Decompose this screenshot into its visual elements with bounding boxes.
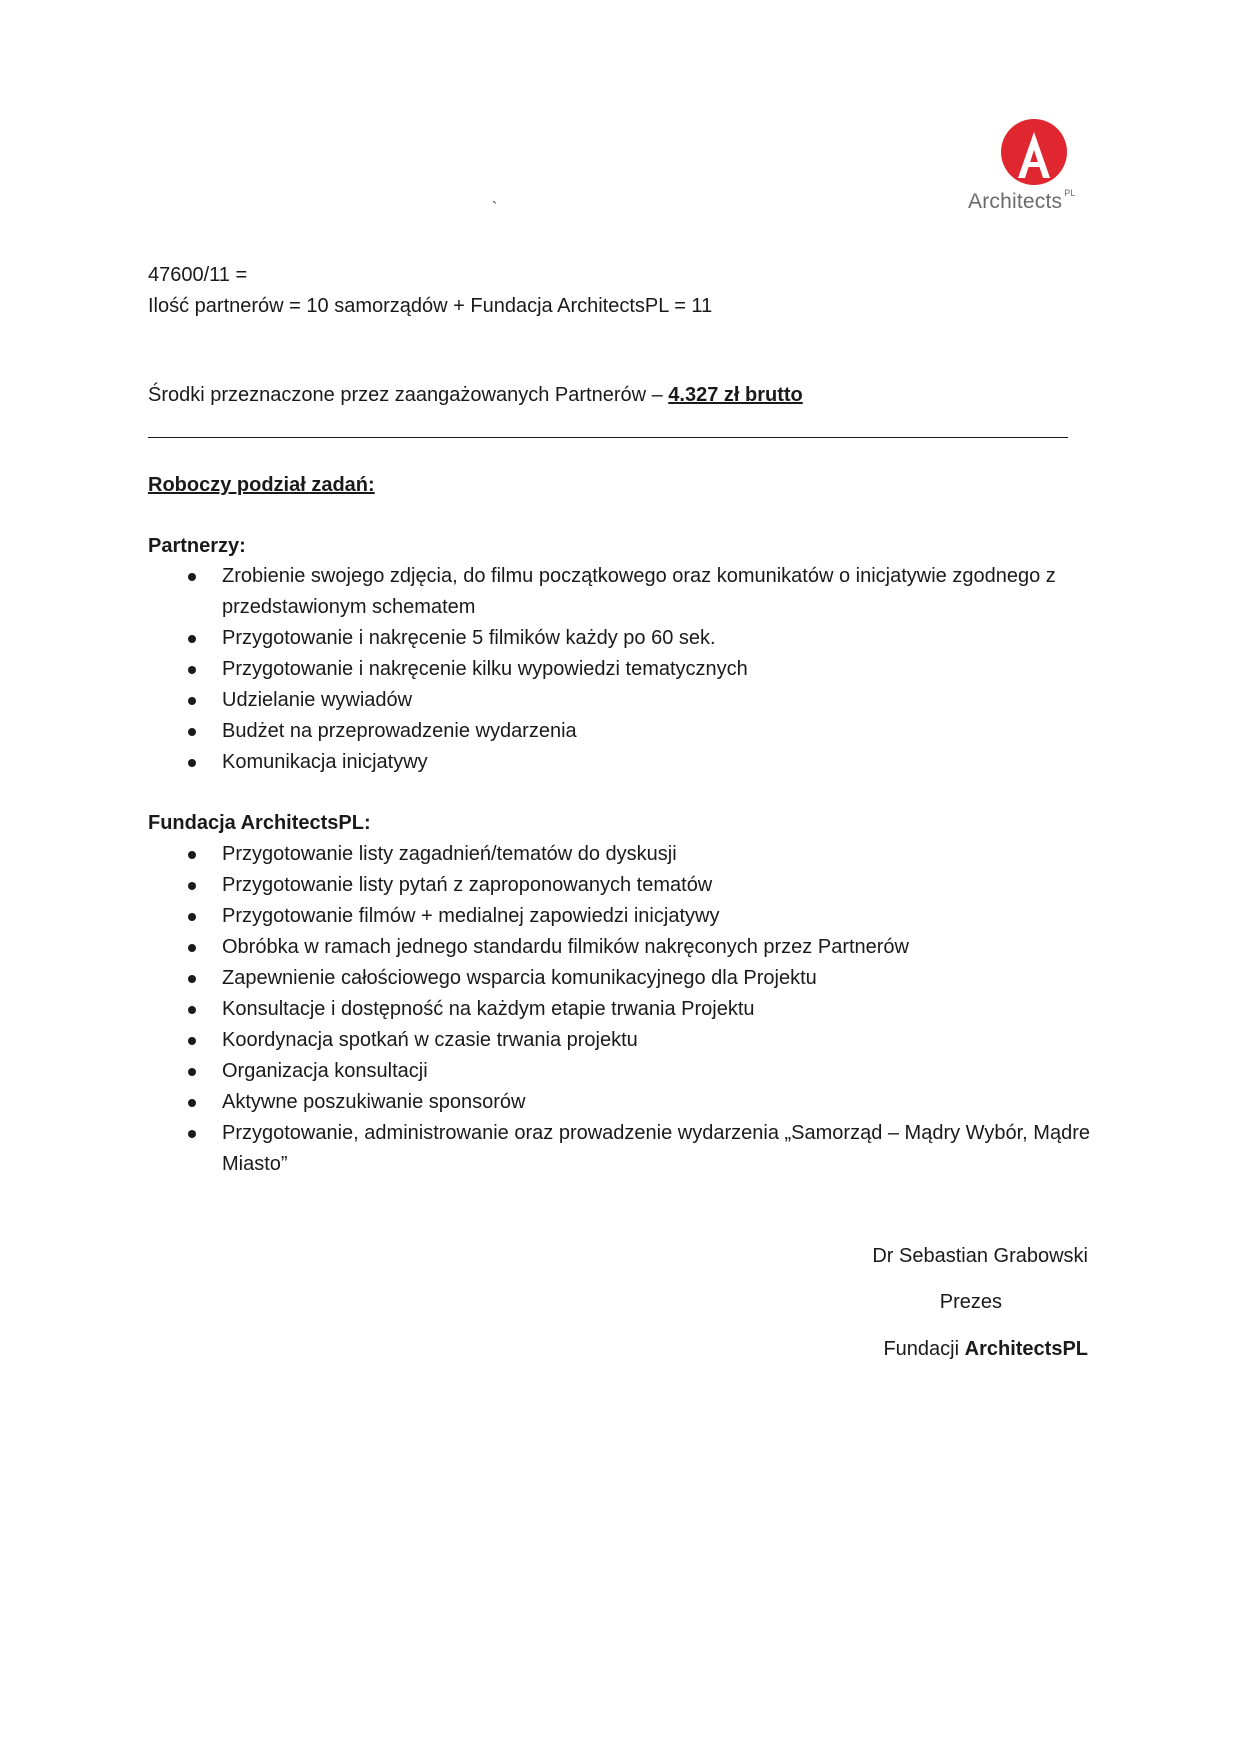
horizontal-rule [148,437,1068,438]
list-item: Budżet na przeprowadzenie wydarzenia [148,716,1090,747]
foundation-title: Fundacja ArchitectsPL: [148,812,371,834]
signature-org-name: ArchitectsPL [964,1338,1088,1360]
logo-superscript: PL [1064,188,1076,198]
logo-wordmark: Architects $^{PL}$ [968,188,1076,213]
list-item: Aktywne poszukiwanie sponsorów [148,1087,1090,1118]
partners-list [148,561,1090,778]
list-item: Koordynacja spotkań w czasie trwania projektu [148,1025,1090,1056]
list-item: Zapewnienie całościowego wsparcia komunikacyjnego dla Projektu [148,963,1090,994]
architectspl-logo [968,118,1098,218]
funds-line [148,380,803,411]
funds-label: Środki przeznaczone przez zaangażowanych Partnerów – [148,384,669,406]
list-item: Obróbka w ramach jednego standardu filmików nakręconych przez Partnerów [148,932,1090,963]
funds-amount: 4.327 zł brutto [668,384,803,406]
list-item: Przygotowanie filmów + medialnej zapowiedzi inicjatywy [148,901,1090,932]
list-item: Komunikacja inicjatywy [148,747,1090,778]
list-item: Przygotowanie listy zagadnień/tematów do dyskusji [148,839,1090,870]
list-item: Konsultacje i dostępność na każdym etapie trwania Projektu [148,994,1090,1025]
list-item: Zrobienie swojego zdjęcia, do filmu początkowego oraz komunikatów o inicjatywie zgodnego z przedstawionym schematem [148,561,1090,623]
list-item: Organizacja konsultacji [148,1056,1090,1087]
partners-title: Partnerzy: [148,535,246,557]
list-item: Przygotowanie, administrowanie oraz prowadzenie wydarzenia „Samorząd – Mądry Wybór, Mądre Miasto” [148,1118,1090,1180]
task-heading: Roboczy podział zadań: [148,474,375,496]
signature-org [883,1338,1088,1361]
list-item: Przygotowanie i nakręcenie kilku wypowiedzi tematycznych [148,654,1090,685]
list-item: Przygotowanie i nakręcenie 5 filmików każdy po 60 sek. [148,623,1090,654]
list-item: Przygotowanie listy pytań z zaproponowanych tematów [148,870,1090,901]
signature-role: Prezes [939,1291,1002,1313]
logo-a-mark-icon [1000,118,1068,186]
header-line-1: 47600/11 = [148,264,248,286]
list-item: Udzielanie wywiadów [148,685,1090,716]
signature-org-prefix: Fundacji [883,1338,965,1360]
header-line-2: Ilość partnerów = 10 samorządów + Fundacja ArchitectsPL = 11 [148,295,713,317]
signature-name: Dr Sebastian Grabowski [872,1245,1088,1267]
foundation-list [148,839,1090,1180]
stray-mark: ` [492,200,498,217]
